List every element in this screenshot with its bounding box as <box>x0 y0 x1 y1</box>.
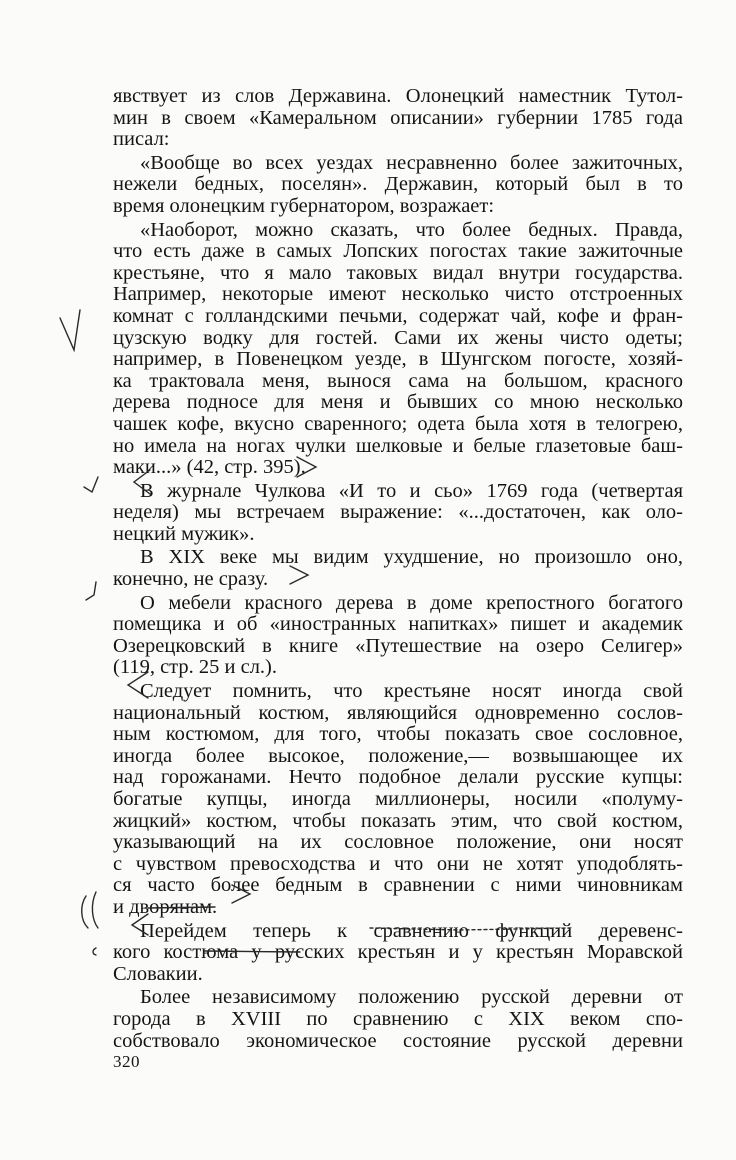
text-line: явствует из слов Державина. Олонецкий наместник Тутол- <box>113 85 683 107</box>
margin-tick-icon <box>84 477 98 492</box>
text-line: нецкий мужик». <box>113 522 255 545</box>
text-line: и дворянам. <box>113 895 218 918</box>
paragraph-6 <box>113 593 683 679</box>
text-line: Словакии. <box>113 962 203 985</box>
text-line: В журнале Чулкова «И то и сьо» 1769 года (четвертая <box>140 479 683 502</box>
paragraph-3-quote <box>113 220 683 479</box>
text-line: национальный костюм, являющийся одновременно сослов- <box>113 701 683 724</box>
margin-bracket-icon <box>82 896 88 928</box>
paragraph-1 <box>113 86 683 151</box>
margin-mark-icon <box>93 948 96 955</box>
text-line: нежели бедных, поселян». Державин, который был в то <box>113 173 683 196</box>
page-number: 320 <box>113 1052 140 1071</box>
paragraph-5 <box>113 547 683 590</box>
margin-bracket-icon <box>92 892 98 928</box>
text-line: ка трактовала меня, вынося сама на большом, красного <box>113 369 683 392</box>
text-line: собствовало экономическое состояние русской деревни <box>113 1029 683 1052</box>
text-line: иногда более высокое, положение,— возвышающее их <box>113 744 683 767</box>
text-line: «Вообще во всех уездах несравненно более зажиточных, <box>140 151 683 174</box>
text-line: что есть даже в самых Лопских погостах такие зажиточные <box>113 240 683 263</box>
text-line: маки...» (42, стр. 395). <box>113 456 306 479</box>
text-line: над горожанами. Нечто подобное делали русские купцы: <box>113 766 683 789</box>
text-line: жицкий» костюм, чтобы показать этим, что свой костюм, <box>113 809 683 832</box>
text-line: указывающий на их сословное положение, они носят <box>113 831 683 854</box>
text-line: писал: <box>113 128 170 151</box>
text-line: ным костюмом, для того, чтобы показать свое сословное, <box>113 723 683 746</box>
text-line: мин в своем «Камеральном описании» губернии 1785 года <box>113 106 683 129</box>
text-line: Следует помнить, что крестьяне носят иногда свой <box>140 680 683 703</box>
paragraph-4 <box>113 481 683 546</box>
text-line: Озерецковский в книге «Путешествие на озеро Селигер» <box>113 634 683 657</box>
text-line: кого костюма у русских крестьян и у крестьян Моравской <box>113 941 683 964</box>
text-line: крестьяне, что я мало таковых видал внутри государства. <box>113 261 683 284</box>
text-line: комнат с голландскими печьми, содержат чай, кофе и фран- <box>113 304 683 327</box>
text-line: Более независимому положению русской деревни от <box>140 986 683 1009</box>
text-line: В XIX веке мы видим ухудшение, но произошло оно, <box>140 546 683 569</box>
text-line: но имела на ногах чулки шелковые и белые глазетовые баш- <box>113 434 683 457</box>
text-line: Перейдем теперь к сравнению функций деревенс- <box>140 919 683 942</box>
text-line: (119, стр. 25 и сл.). <box>113 656 277 679</box>
paragraph-7 <box>113 681 683 919</box>
text-line: неделя) мы встречаем выражение: «...достаточен, как оло- <box>113 501 683 524</box>
text-line: цузскую водку для гостей. Сами их жены чисто одеты; <box>113 326 683 349</box>
text-line: время олонецким губернатором, возражает: <box>113 194 495 217</box>
text-line: Например, некоторые имеют несколько чисто отстроенных <box>113 283 683 306</box>
text-line: чашек кофе, вкусно сваренного; одета была хотя в телогрею, <box>113 412 683 435</box>
text-line: ся часто более бедным в сравнении с ними чиновникам <box>113 874 683 897</box>
paragraph-9 <box>113 987 683 1052</box>
text-line: города в XVIII по сравнению с XIX веком спо- <box>113 1007 683 1030</box>
text-line: помещика и об «иностранных напитках» пишет и академик <box>113 613 683 636</box>
text-line: например, в Повенецком уезде, в Шунгском погосте, хозяй- <box>113 348 683 371</box>
margin-checkmark-icon <box>60 310 80 350</box>
text-line: О мебели красного дерева в доме крепостного богатого <box>140 591 683 614</box>
paragraph-2 <box>113 153 683 218</box>
text-line: «Наоборот, можно сказать, что более бедных. Правда, <box>140 218 683 241</box>
margin-tick-icon <box>86 582 96 600</box>
page-body <box>113 86 683 1054</box>
text-line: с чувством превосходства и что они не хотят уподоблять- <box>113 852 683 875</box>
text-line: конечно, не сразу. <box>113 568 269 591</box>
text-line: богатые купцы, иногда миллионеры, носили «полуму- <box>113 788 683 810</box>
paragraph-8 <box>113 921 683 986</box>
text-line: дерева подносе для меня и бывших со мною несколько <box>113 391 683 414</box>
